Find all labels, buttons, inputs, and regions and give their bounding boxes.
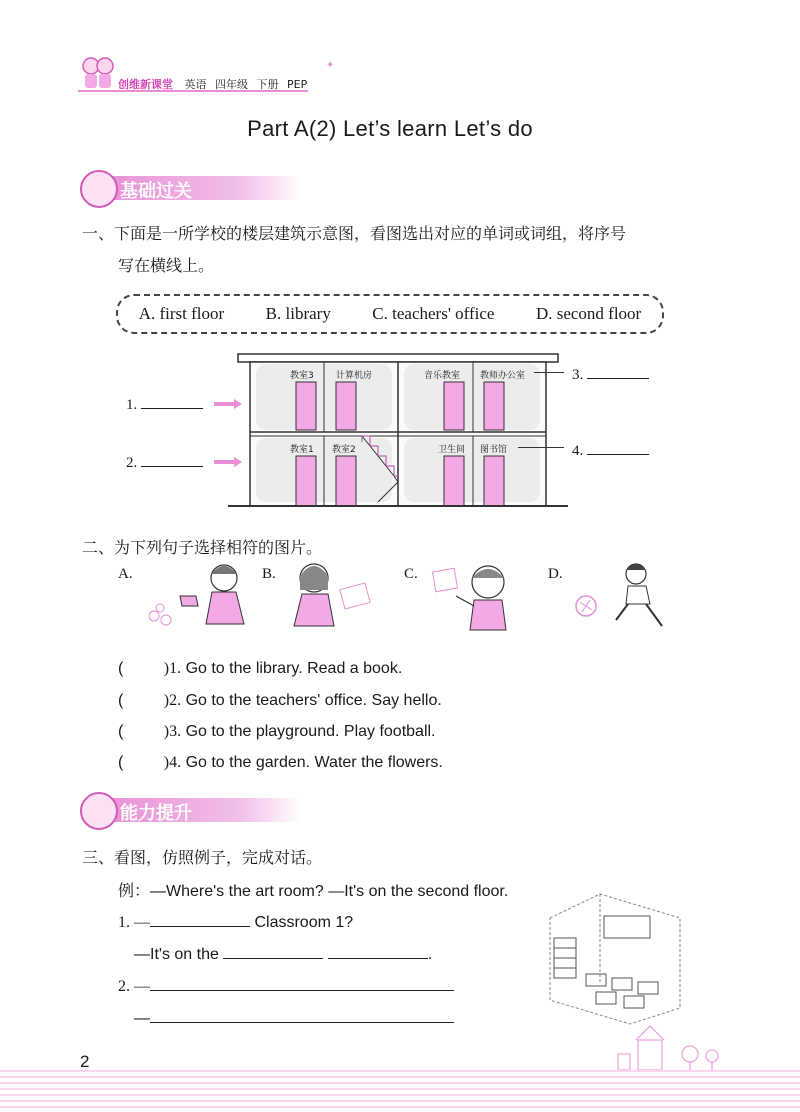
q3-item-2-question: 2. — — [118, 974, 454, 996]
footer-castle-icon — [616, 1024, 726, 1074]
q3-example: 例：—Where's the art room? —It's on the second floor. — [118, 883, 509, 900]
options-box — [116, 294, 664, 334]
pointer-line-4 — [518, 447, 564, 448]
answer-line[interactable] — [223, 942, 323, 959]
header-brand: 创维新课堂 — [118, 78, 173, 91]
q3-item-2-answer: — — [134, 1006, 454, 1028]
banner-label: 能力提升 — [120, 803, 192, 824]
pic-label-d: D. — [548, 566, 563, 582]
room-label-washroom: 卫生间 — [438, 445, 466, 455]
page-number: 2 — [80, 1052, 90, 1071]
header-edition: PEP — [287, 78, 308, 91]
q2-item-4: ( )4. Go to the garden. Water the flowers. — [118, 754, 443, 771]
blank-1[interactable]: 1. — [126, 392, 203, 414]
footer-stripe — [0, 1070, 800, 1112]
option-b: B. library — [265, 304, 331, 323]
q2-item-1: ( )1. Go to the library. Read a book. — [118, 660, 403, 677]
q2-item-3: ( )3. Go to the playground. Play football. — [118, 723, 436, 740]
header-grade: 四年级 — [215, 78, 248, 91]
room-label-classroom1: 教室1 — [290, 445, 314, 455]
pic-label-c: C. — [404, 566, 418, 582]
room-label-teachers-office: 教师办公室 — [480, 371, 526, 381]
boy-playing-football-icon — [570, 560, 670, 636]
girl-face-icon — [80, 170, 118, 208]
blank-3[interactable]: 3. — [572, 362, 649, 384]
q3-item-1-question: 1. — Classroom 1? — [118, 910, 353, 932]
pic-label-a: A. — [118, 566, 133, 582]
option-a: A. first floor — [138, 304, 225, 323]
answer-line[interactable] — [150, 974, 454, 991]
q2-prompt: 二、为下列句子选择相符的图片。 — [82, 538, 323, 557]
arrow-right-icon — [214, 452, 242, 471]
answer-line[interactable] — [150, 910, 250, 927]
blank-2[interactable]: 2. — [126, 450, 203, 472]
option-d: D. second floor — [535, 304, 642, 323]
arrow-right-icon — [214, 394, 242, 413]
room-label-classroom2: 教室2 — [332, 445, 356, 455]
pic-label-b: B. — [262, 566, 276, 582]
pointer-line-3 — [534, 372, 564, 373]
girl-watering-flowers-icon — [140, 560, 256, 636]
answer-line[interactable] — [150, 1006, 454, 1023]
girl-saying-hello-icon — [430, 560, 530, 636]
q3-prompt: 三、看图，仿照例子，完成对话。 — [82, 848, 323, 867]
option-c: C. teachers' office — [372, 304, 495, 323]
banner-label: 基础过关 — [120, 181, 192, 202]
room-label-classroom3: 教室3 — [290, 371, 314, 381]
answer-line[interactable] — [328, 942, 428, 959]
page-title: Part A(2) Let’s learn Let’s do — [247, 116, 533, 141]
q2-item-2: ( )2. Go to the teachers' office. Say hello. — [118, 692, 442, 709]
classroom-sketch-icon — [540, 888, 690, 1032]
room-label-library: 图书馆 — [480, 445, 508, 455]
room-label-music-room: 音乐教室 — [424, 371, 461, 381]
room-label-computer-room: 计算机房 — [336, 371, 373, 381]
girl-reading-icon — [286, 560, 386, 636]
header-volume: 下册 — [256, 78, 279, 91]
q1-prompt-line2: 写在横线上。 — [118, 256, 215, 275]
header-stars-icon: ✦ — [326, 60, 335, 71]
blank-4[interactable]: 4. — [572, 438, 649, 460]
q3-item-1-answer: —It's on the . — [134, 942, 432, 964]
section-banner-basic — [80, 172, 310, 204]
header-subject: 英语 — [184, 78, 207, 91]
q1-prompt-line1: 一、下面是一所学校的楼层建筑示意图，看图选出对应的单词或词组，将序号 — [82, 224, 627, 243]
header-text — [118, 76, 312, 92]
section-banner-ability — [80, 794, 310, 826]
boy-face-icon — [80, 792, 118, 830]
